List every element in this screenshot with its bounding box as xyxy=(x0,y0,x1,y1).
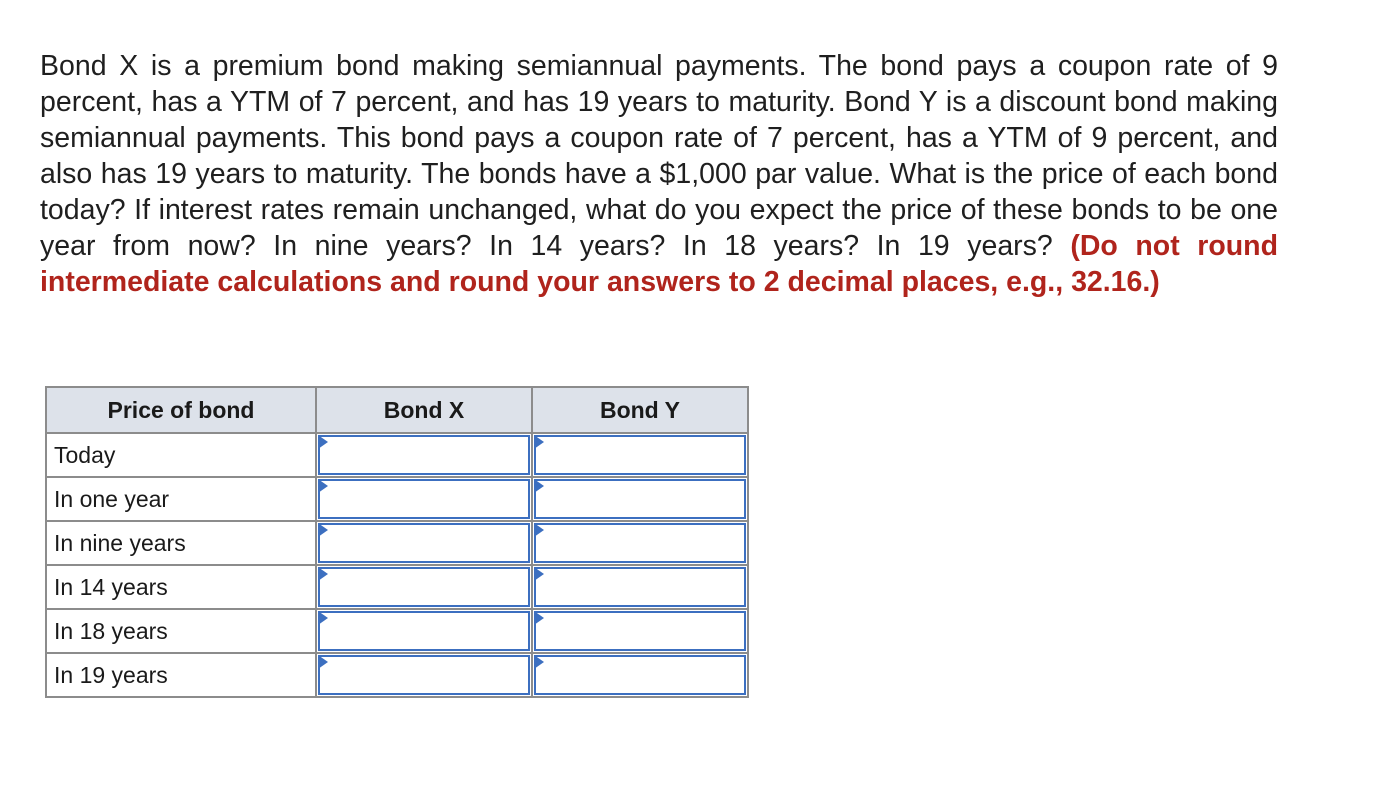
bond-x-18-years-input[interactable] xyxy=(318,611,530,651)
table-row-one-year xyxy=(46,477,748,521)
table-header-row xyxy=(46,387,748,433)
bond-x-18-years-cell xyxy=(316,609,532,653)
row-label-nine-years: In nine years xyxy=(46,521,316,565)
bond-y-one-year-input[interactable] xyxy=(534,479,746,519)
bond-x-one-year-cell xyxy=(316,477,532,521)
bond-x-19-years-cell xyxy=(316,653,532,697)
cell-flag-icon xyxy=(534,655,544,669)
table-row-14-years xyxy=(46,565,748,609)
bond-y-today-cell xyxy=(532,433,748,477)
bond-y-today-input[interactable] xyxy=(534,435,746,475)
bond-x-one-year-input[interactable] xyxy=(318,479,530,519)
question-text xyxy=(40,48,1278,300)
cell-flag-icon xyxy=(318,567,328,581)
bond-y-18-years-cell xyxy=(532,609,748,653)
cell-flag-icon xyxy=(534,567,544,581)
cell-flag-icon xyxy=(318,523,328,537)
bond-y-14-years-cell xyxy=(532,565,748,609)
header-price-of-bond: Price of bond xyxy=(46,387,316,433)
header-bond-y: Bond Y xyxy=(532,387,748,433)
cell-flag-icon xyxy=(318,479,328,493)
cell-flag-icon xyxy=(318,435,328,449)
cell-flag-icon xyxy=(534,523,544,537)
header-bond-x: Bond X xyxy=(316,387,532,433)
bond-y-nine-years-input[interactable] xyxy=(534,523,746,563)
cell-flag-icon xyxy=(534,611,544,625)
row-label-today: Today xyxy=(46,433,316,477)
bond-x-today-cell xyxy=(316,433,532,477)
cell-flag-icon xyxy=(534,435,544,449)
cell-flag-icon xyxy=(534,479,544,493)
table-row-nine-years xyxy=(46,521,748,565)
question-body: Bond X is a premium bond making semiannual payments. The bond pays a coupon rate of 9 percent, has a YTM of 7 percent, and has 19 years to maturity. Bond Y is a discount bond making semiannual payments. This bond pays a coupon rate of 7 percent, has a YTM of 9 percent, and also has 19 years to maturity. The bonds have a $1,000 par value. What is the price of each bond today? If interest rates remain unchanged, what do you expect the price of these bonds to be one year from now? In nine years? In 14 years? In 18 years? In 19 years? xyxy=(40,50,1278,262)
bond-x-nine-years-cell xyxy=(316,521,532,565)
bond-y-nine-years-cell xyxy=(532,521,748,565)
table-row-today xyxy=(46,433,748,477)
bond-x-14-years-cell xyxy=(316,565,532,609)
bond-y-one-year-cell xyxy=(532,477,748,521)
row-label-18-years: In 18 years xyxy=(46,609,316,653)
cell-flag-icon xyxy=(318,611,328,625)
bond-y-14-years-input[interactable] xyxy=(534,567,746,607)
row-label-one-year: In one year xyxy=(46,477,316,521)
bond-x-19-years-input[interactable] xyxy=(318,655,530,695)
bond-x-14-years-input[interactable] xyxy=(318,567,530,607)
rounding-instruction: (Do not round intermediate calculations and round your answers to 2 decimal places, e.g., 32.16.) xyxy=(40,230,1278,298)
table-row-19-years xyxy=(46,653,748,697)
cell-flag-icon xyxy=(318,655,328,669)
bond-x-nine-years-input[interactable] xyxy=(318,523,530,563)
table-row-18-years xyxy=(46,609,748,653)
bond-y-18-years-input[interactable] xyxy=(534,611,746,651)
row-label-14-years: In 14 years xyxy=(46,565,316,609)
bond-y-19-years-input[interactable] xyxy=(534,655,746,695)
bond-y-19-years-cell xyxy=(532,653,748,697)
row-label-19-years: In 19 years xyxy=(46,653,316,697)
answer-table xyxy=(45,386,749,698)
bond-x-today-input[interactable] xyxy=(318,435,530,475)
